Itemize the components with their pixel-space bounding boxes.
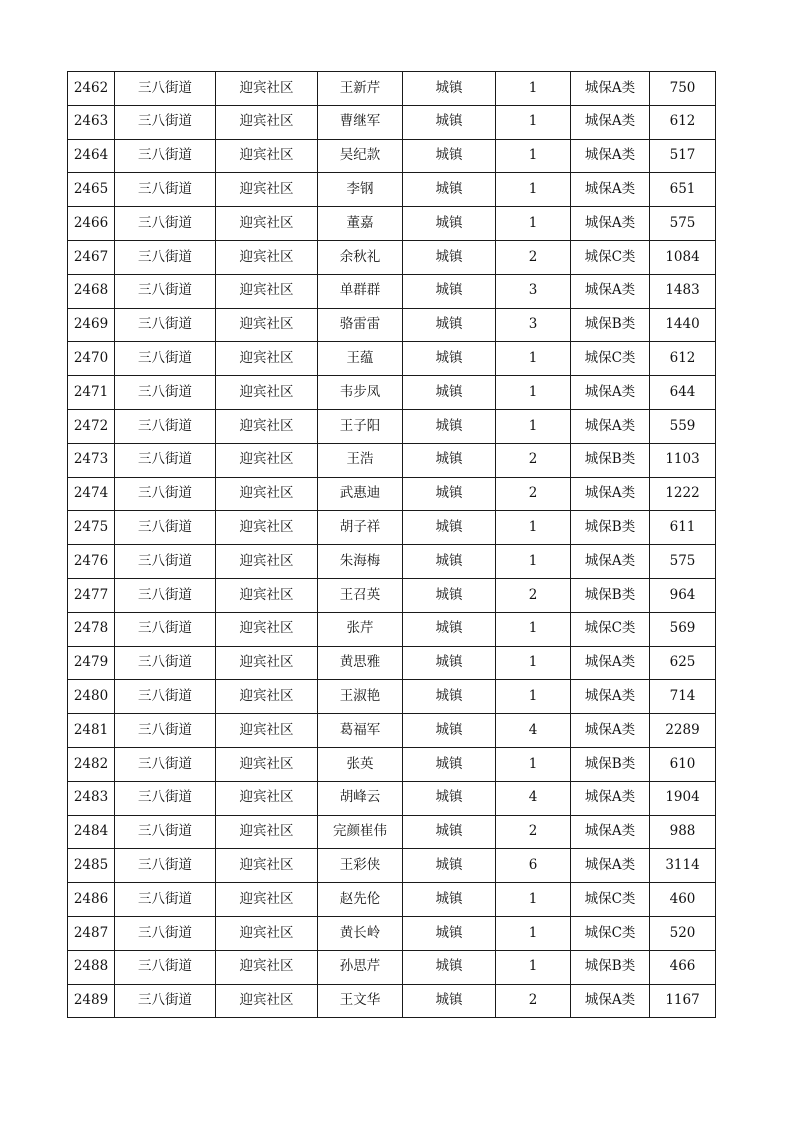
row-number-cell: 2487 bbox=[68, 916, 115, 950]
street-cell: 三八街道 bbox=[115, 646, 216, 680]
amount-cell: 1904 bbox=[650, 781, 716, 815]
table-row bbox=[68, 916, 716, 950]
person-count-cell: 1 bbox=[496, 747, 571, 781]
table-row bbox=[68, 443, 716, 477]
household-type-cell: 城镇 bbox=[403, 511, 496, 545]
person-count-cell: 4 bbox=[496, 714, 571, 748]
household-type-cell: 城镇 bbox=[403, 477, 496, 511]
row-number-cell: 2472 bbox=[68, 409, 115, 443]
row-number-cell: 2477 bbox=[68, 578, 115, 612]
street-cell: 三八街道 bbox=[115, 409, 216, 443]
category-cell: 城保B类 bbox=[571, 443, 650, 477]
community-cell: 迎宾社区 bbox=[216, 511, 318, 545]
name-cell: 王召英 bbox=[318, 578, 403, 612]
name-cell: 王子阳 bbox=[318, 409, 403, 443]
community-cell: 迎宾社区 bbox=[216, 883, 318, 917]
household-type-cell: 城镇 bbox=[403, 545, 496, 579]
street-cell: 三八街道 bbox=[115, 207, 216, 241]
roster-table bbox=[67, 71, 716, 1018]
household-type-cell: 城镇 bbox=[403, 950, 496, 984]
table-row bbox=[68, 308, 716, 342]
table-row bbox=[68, 781, 716, 815]
name-cell: 王淑艳 bbox=[318, 680, 403, 714]
category-cell: 城保C类 bbox=[571, 883, 650, 917]
amount-cell: 1167 bbox=[650, 984, 716, 1018]
table-row bbox=[68, 680, 716, 714]
row-number-cell: 2471 bbox=[68, 376, 115, 410]
table-row bbox=[68, 815, 716, 849]
category-cell: 城保A类 bbox=[571, 545, 650, 579]
row-number-cell: 2488 bbox=[68, 950, 115, 984]
person-count-cell: 6 bbox=[496, 849, 571, 883]
household-type-cell: 城镇 bbox=[403, 815, 496, 849]
name-cell: 王新芹 bbox=[318, 72, 403, 106]
community-cell: 迎宾社区 bbox=[216, 105, 318, 139]
community-cell: 迎宾社区 bbox=[216, 815, 318, 849]
name-cell: 李钢 bbox=[318, 173, 403, 207]
household-type-cell: 城镇 bbox=[403, 680, 496, 714]
amount-cell: 988 bbox=[650, 815, 716, 849]
community-cell: 迎宾社区 bbox=[216, 916, 318, 950]
community-cell: 迎宾社区 bbox=[216, 308, 318, 342]
street-cell: 三八街道 bbox=[115, 139, 216, 173]
name-cell: 胡子祥 bbox=[318, 511, 403, 545]
community-cell: 迎宾社区 bbox=[216, 274, 318, 308]
category-cell: 城保B类 bbox=[571, 578, 650, 612]
person-count-cell: 1 bbox=[496, 105, 571, 139]
community-cell: 迎宾社区 bbox=[216, 173, 318, 207]
household-type-cell: 城镇 bbox=[403, 105, 496, 139]
street-cell: 三八街道 bbox=[115, 680, 216, 714]
category-cell: 城保B类 bbox=[571, 747, 650, 781]
street-cell: 三八街道 bbox=[115, 612, 216, 646]
street-cell: 三八街道 bbox=[115, 984, 216, 1018]
name-cell: 韦步凤 bbox=[318, 376, 403, 410]
row-number-cell: 2475 bbox=[68, 511, 115, 545]
table-row bbox=[68, 849, 716, 883]
table-row bbox=[68, 714, 716, 748]
category-cell: 城保A类 bbox=[571, 139, 650, 173]
street-cell: 三八街道 bbox=[115, 545, 216, 579]
row-number-cell: 2478 bbox=[68, 612, 115, 646]
household-type-cell: 城镇 bbox=[403, 747, 496, 781]
category-cell: 城保A类 bbox=[571, 477, 650, 511]
amount-cell: 517 bbox=[650, 139, 716, 173]
street-cell: 三八街道 bbox=[115, 376, 216, 410]
name-cell: 孙思芹 bbox=[318, 950, 403, 984]
amount-cell: 750 bbox=[650, 72, 716, 106]
person-count-cell: 1 bbox=[496, 612, 571, 646]
household-type-cell: 城镇 bbox=[403, 72, 496, 106]
table-row bbox=[68, 612, 716, 646]
row-number-cell: 2470 bbox=[68, 342, 115, 376]
community-cell: 迎宾社区 bbox=[216, 646, 318, 680]
table-row bbox=[68, 207, 716, 241]
table-row bbox=[68, 950, 716, 984]
person-count-cell: 1 bbox=[496, 207, 571, 241]
household-type-cell: 城镇 bbox=[403, 308, 496, 342]
row-number-cell: 2485 bbox=[68, 849, 115, 883]
category-cell: 城保B类 bbox=[571, 308, 650, 342]
person-count-cell: 3 bbox=[496, 274, 571, 308]
category-cell: 城保A类 bbox=[571, 207, 650, 241]
person-count-cell: 1 bbox=[496, 376, 571, 410]
household-type-cell: 城镇 bbox=[403, 578, 496, 612]
category-cell: 城保B类 bbox=[571, 511, 650, 545]
table-row bbox=[68, 747, 716, 781]
household-type-cell: 城镇 bbox=[403, 376, 496, 410]
table-row bbox=[68, 342, 716, 376]
person-count-cell: 3 bbox=[496, 308, 571, 342]
household-type-cell: 城镇 bbox=[403, 240, 496, 274]
household-type-cell: 城镇 bbox=[403, 139, 496, 173]
name-cell: 黄思雅 bbox=[318, 646, 403, 680]
amount-cell: 625 bbox=[650, 646, 716, 680]
household-type-cell: 城镇 bbox=[403, 714, 496, 748]
street-cell: 三八街道 bbox=[115, 849, 216, 883]
name-cell: 王彩侠 bbox=[318, 849, 403, 883]
name-cell: 王浩 bbox=[318, 443, 403, 477]
name-cell: 武惠迪 bbox=[318, 477, 403, 511]
row-number-cell: 2473 bbox=[68, 443, 115, 477]
table-row bbox=[68, 274, 716, 308]
name-cell: 胡峰云 bbox=[318, 781, 403, 815]
table-row bbox=[68, 105, 716, 139]
row-number-cell: 2462 bbox=[68, 72, 115, 106]
category-cell: 城保A类 bbox=[571, 274, 650, 308]
category-cell: 城保A类 bbox=[571, 173, 650, 207]
category-cell: 城保A类 bbox=[571, 984, 650, 1018]
community-cell: 迎宾社区 bbox=[216, 680, 318, 714]
street-cell: 三八街道 bbox=[115, 240, 216, 274]
household-type-cell: 城镇 bbox=[403, 409, 496, 443]
category-cell: 城保A类 bbox=[571, 409, 650, 443]
category-cell: 城保A类 bbox=[571, 680, 650, 714]
amount-cell: 559 bbox=[650, 409, 716, 443]
street-cell: 三八街道 bbox=[115, 342, 216, 376]
street-cell: 三八街道 bbox=[115, 308, 216, 342]
person-count-cell: 1 bbox=[496, 342, 571, 376]
street-cell: 三八街道 bbox=[115, 781, 216, 815]
household-type-cell: 城镇 bbox=[403, 207, 496, 241]
category-cell: 城保C类 bbox=[571, 342, 650, 376]
name-cell: 黄长岭 bbox=[318, 916, 403, 950]
amount-cell: 466 bbox=[650, 950, 716, 984]
table-row bbox=[68, 646, 716, 680]
row-number-cell: 2481 bbox=[68, 714, 115, 748]
street-cell: 三八街道 bbox=[115, 173, 216, 207]
name-cell: 曹继军 bbox=[318, 105, 403, 139]
row-number-cell: 2465 bbox=[68, 173, 115, 207]
category-cell: 城保C类 bbox=[571, 612, 650, 646]
amount-cell: 1084 bbox=[650, 240, 716, 274]
category-cell: 城保A类 bbox=[571, 105, 650, 139]
name-cell: 完颜崔伟 bbox=[318, 815, 403, 849]
name-cell: 王蕴 bbox=[318, 342, 403, 376]
community-cell: 迎宾社区 bbox=[216, 139, 318, 173]
community-cell: 迎宾社区 bbox=[216, 342, 318, 376]
row-number-cell: 2479 bbox=[68, 646, 115, 680]
category-cell: 城保A类 bbox=[571, 376, 650, 410]
category-cell: 城保A类 bbox=[571, 815, 650, 849]
community-cell: 迎宾社区 bbox=[216, 240, 318, 274]
table-row bbox=[68, 139, 716, 173]
street-cell: 三八街道 bbox=[115, 511, 216, 545]
table-row bbox=[68, 578, 716, 612]
row-number-cell: 2474 bbox=[68, 477, 115, 511]
street-cell: 三八街道 bbox=[115, 578, 216, 612]
person-count-cell: 4 bbox=[496, 781, 571, 815]
person-count-cell: 2 bbox=[496, 984, 571, 1018]
table-row bbox=[68, 545, 716, 579]
table-row bbox=[68, 883, 716, 917]
community-cell: 迎宾社区 bbox=[216, 545, 318, 579]
amount-cell: 714 bbox=[650, 680, 716, 714]
row-number-cell: 2463 bbox=[68, 105, 115, 139]
street-cell: 三八街道 bbox=[115, 883, 216, 917]
person-count-cell: 1 bbox=[496, 511, 571, 545]
amount-cell: 3114 bbox=[650, 849, 716, 883]
street-cell: 三八街道 bbox=[115, 443, 216, 477]
row-number-cell: 2489 bbox=[68, 984, 115, 1018]
household-type-cell: 城镇 bbox=[403, 443, 496, 477]
row-number-cell: 2468 bbox=[68, 274, 115, 308]
name-cell: 朱海梅 bbox=[318, 545, 403, 579]
person-count-cell: 1 bbox=[496, 646, 571, 680]
row-number-cell: 2483 bbox=[68, 781, 115, 815]
person-count-cell: 1 bbox=[496, 72, 571, 106]
row-number-cell: 2484 bbox=[68, 815, 115, 849]
name-cell: 葛福军 bbox=[318, 714, 403, 748]
name-cell: 董嘉 bbox=[318, 207, 403, 241]
person-count-cell: 1 bbox=[496, 916, 571, 950]
community-cell: 迎宾社区 bbox=[216, 477, 318, 511]
household-type-cell: 城镇 bbox=[403, 342, 496, 376]
name-cell: 骆雷雷 bbox=[318, 308, 403, 342]
street-cell: 三八街道 bbox=[115, 747, 216, 781]
community-cell: 迎宾社区 bbox=[216, 781, 318, 815]
street-cell: 三八街道 bbox=[115, 274, 216, 308]
name-cell: 王文华 bbox=[318, 984, 403, 1018]
street-cell: 三八街道 bbox=[115, 916, 216, 950]
row-number-cell: 2466 bbox=[68, 207, 115, 241]
community-cell: 迎宾社区 bbox=[216, 849, 318, 883]
person-count-cell: 1 bbox=[496, 680, 571, 714]
street-cell: 三八街道 bbox=[115, 950, 216, 984]
amount-cell: 1440 bbox=[650, 308, 716, 342]
table-row bbox=[68, 511, 716, 545]
person-count-cell: 1 bbox=[496, 950, 571, 984]
household-type-cell: 城镇 bbox=[403, 984, 496, 1018]
amount-cell: 1483 bbox=[650, 274, 716, 308]
community-cell: 迎宾社区 bbox=[216, 578, 318, 612]
household-type-cell: 城镇 bbox=[403, 883, 496, 917]
amount-cell: 1103 bbox=[650, 443, 716, 477]
street-cell: 三八街道 bbox=[115, 714, 216, 748]
amount-cell: 612 bbox=[650, 105, 716, 139]
roster-body bbox=[68, 72, 716, 1018]
category-cell: 城保C类 bbox=[571, 240, 650, 274]
person-count-cell: 2 bbox=[496, 240, 571, 274]
person-count-cell: 1 bbox=[496, 139, 571, 173]
person-count-cell: 2 bbox=[496, 815, 571, 849]
amount-cell: 610 bbox=[650, 747, 716, 781]
category-cell: 城保A类 bbox=[571, 849, 650, 883]
community-cell: 迎宾社区 bbox=[216, 72, 318, 106]
person-count-cell: 1 bbox=[496, 883, 571, 917]
person-count-cell: 2 bbox=[496, 477, 571, 511]
amount-cell: 575 bbox=[650, 545, 716, 579]
row-number-cell: 2467 bbox=[68, 240, 115, 274]
street-cell: 三八街道 bbox=[115, 105, 216, 139]
person-count-cell: 1 bbox=[496, 409, 571, 443]
amount-cell: 964 bbox=[650, 578, 716, 612]
community-cell: 迎宾社区 bbox=[216, 612, 318, 646]
person-count-cell: 2 bbox=[496, 578, 571, 612]
household-type-cell: 城镇 bbox=[403, 916, 496, 950]
amount-cell: 520 bbox=[650, 916, 716, 950]
category-cell: 城保A类 bbox=[571, 72, 650, 106]
table-row bbox=[68, 72, 716, 106]
community-cell: 迎宾社区 bbox=[216, 950, 318, 984]
community-cell: 迎宾社区 bbox=[216, 409, 318, 443]
community-cell: 迎宾社区 bbox=[216, 376, 318, 410]
amount-cell: 644 bbox=[650, 376, 716, 410]
category-cell: 城保B类 bbox=[571, 950, 650, 984]
table-row bbox=[68, 173, 716, 207]
community-cell: 迎宾社区 bbox=[216, 984, 318, 1018]
community-cell: 迎宾社区 bbox=[216, 714, 318, 748]
community-cell: 迎宾社区 bbox=[216, 207, 318, 241]
table-row bbox=[68, 984, 716, 1018]
name-cell: 张英 bbox=[318, 747, 403, 781]
table-row bbox=[68, 477, 716, 511]
person-count-cell: 2 bbox=[496, 443, 571, 477]
person-count-cell: 1 bbox=[496, 173, 571, 207]
amount-cell: 1222 bbox=[650, 477, 716, 511]
table-row bbox=[68, 376, 716, 410]
row-number-cell: 2464 bbox=[68, 139, 115, 173]
street-cell: 三八街道 bbox=[115, 815, 216, 849]
household-type-cell: 城镇 bbox=[403, 612, 496, 646]
category-cell: 城保A类 bbox=[571, 781, 650, 815]
amount-cell: 460 bbox=[650, 883, 716, 917]
category-cell: 城保A类 bbox=[571, 714, 650, 748]
person-count-cell: 1 bbox=[496, 545, 571, 579]
category-cell: 城保C类 bbox=[571, 916, 650, 950]
row-number-cell: 2486 bbox=[68, 883, 115, 917]
street-cell: 三八街道 bbox=[115, 72, 216, 106]
household-type-cell: 城镇 bbox=[403, 646, 496, 680]
name-cell: 余秋礼 bbox=[318, 240, 403, 274]
category-cell: 城保A类 bbox=[571, 646, 650, 680]
row-number-cell: 2469 bbox=[68, 308, 115, 342]
amount-cell: 611 bbox=[650, 511, 716, 545]
household-type-cell: 城镇 bbox=[403, 173, 496, 207]
household-type-cell: 城镇 bbox=[403, 274, 496, 308]
community-cell: 迎宾社区 bbox=[216, 747, 318, 781]
community-cell: 迎宾社区 bbox=[216, 443, 318, 477]
table-row bbox=[68, 240, 716, 274]
name-cell: 张芹 bbox=[318, 612, 403, 646]
amount-cell: 651 bbox=[650, 173, 716, 207]
row-number-cell: 2482 bbox=[68, 747, 115, 781]
name-cell: 单群群 bbox=[318, 274, 403, 308]
amount-cell: 612 bbox=[650, 342, 716, 376]
household-type-cell: 城镇 bbox=[403, 781, 496, 815]
table-row bbox=[68, 409, 716, 443]
street-cell: 三八街道 bbox=[115, 477, 216, 511]
household-type-cell: 城镇 bbox=[403, 849, 496, 883]
name-cell: 赵先伦 bbox=[318, 883, 403, 917]
name-cell: 吴纪款 bbox=[318, 139, 403, 173]
row-number-cell: 2476 bbox=[68, 545, 115, 579]
amount-cell: 569 bbox=[650, 612, 716, 646]
row-number-cell: 2480 bbox=[68, 680, 115, 714]
amount-cell: 575 bbox=[650, 207, 716, 241]
amount-cell: 2289 bbox=[650, 714, 716, 748]
